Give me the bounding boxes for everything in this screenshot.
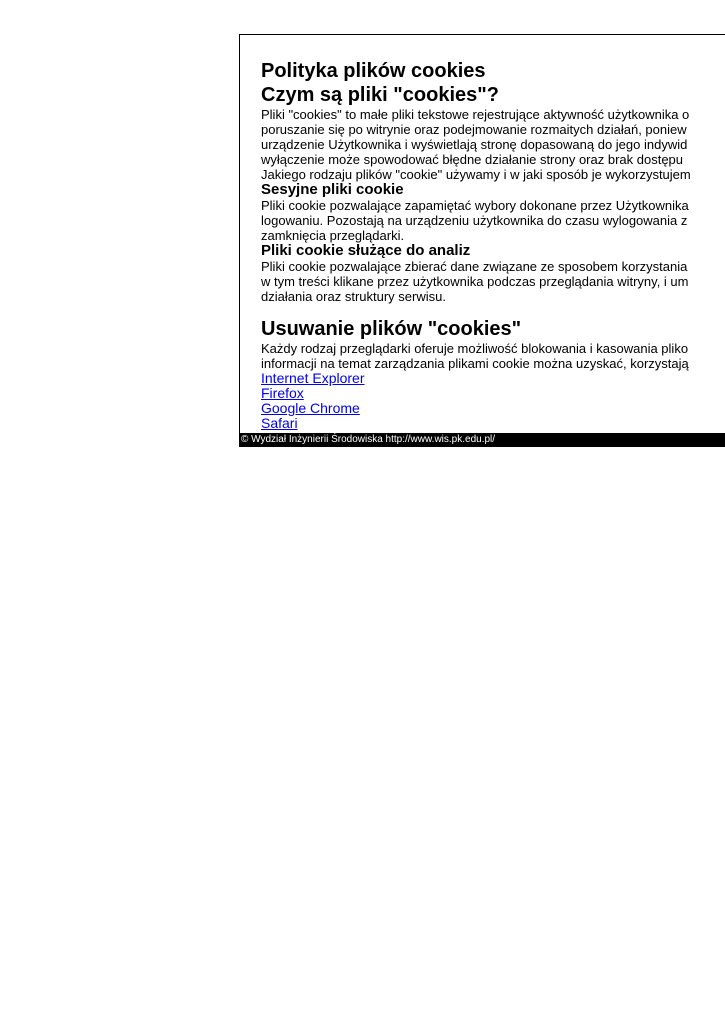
section-spacer	[261, 304, 691, 317]
paragraph-line: logowaniu. Pozostają na urządzeniu użytkownika do czasu wylogowania z	[261, 213, 688, 228]
document-frame	[239, 34, 725, 447]
paragraph-line: poruszanie się po witrynie oraz podejmowanie rozmaitych działań, poniew	[261, 122, 687, 137]
footer-bar: © Wydział Inżynierii Środowiska http://www.wis.pk.edu.pl/	[240, 433, 725, 447]
section-heading-session-cookies: Sesyjne pliki cookie	[261, 181, 404, 198]
section-heading-analytics-cookies: Pliki cookie służące do analiz	[261, 242, 471, 259]
section-heading-deleting-cookies: Usuwanie plików "cookies"	[261, 318, 522, 340]
paragraph-line: wyłączenie może spowodować błędne działanie strony oraz brak dostępu	[261, 152, 684, 167]
paragraph-line: Pliki cookie pozwalające zapamiętać wybory dokonane przez Użytkownika	[261, 198, 689, 213]
paragraph-line: Pliki "cookies" to małe pliki tekstowe rejestrujące aktywność użytkownika o	[261, 107, 690, 122]
paragraph-line: Każdy rodzaj przeglądarki oferuje możliwość blokowania i kasowania pliko	[261, 341, 689, 356]
link-firefox[interactable]: Firefox	[261, 385, 304, 401]
link-google-chrome[interactable]: Google Chrome	[261, 400, 360, 416]
paragraph-line: informacji na temat zarządzania plikami cookie można uzyskać, korzystają	[261, 356, 689, 371]
paragraph-line: działania oraz struktury serwisu.	[261, 289, 446, 304]
document-content	[261, 59, 691, 431]
paragraph-line: w tym treści klikane przez użytkownika podczas przeglądania witryny, i um	[261, 274, 689, 289]
link-safari[interactable]: Safari	[261, 415, 298, 431]
paragraph-line: zamknięcia przeglądarki.	[261, 228, 405, 243]
page-title: Polityka plików cookies	[261, 60, 486, 82]
section-heading-what-are-cookies: Czym są pliki "cookies"?	[261, 84, 499, 106]
paragraph-line: Pliki cookie pozwalające zbierać dane związane ze sposobem korzystania	[261, 259, 688, 274]
paragraph-line: urządzenie Użytkownika i wyświetlają stronę dopasowaną do jego indywid	[261, 137, 688, 152]
paragraph-line: Jakiego rodzaju plików "cookie" używamy i w jaki sposób je wykorzystujem	[261, 167, 691, 182]
link-internet-explorer[interactable]: Internet Explorer	[261, 370, 365, 386]
